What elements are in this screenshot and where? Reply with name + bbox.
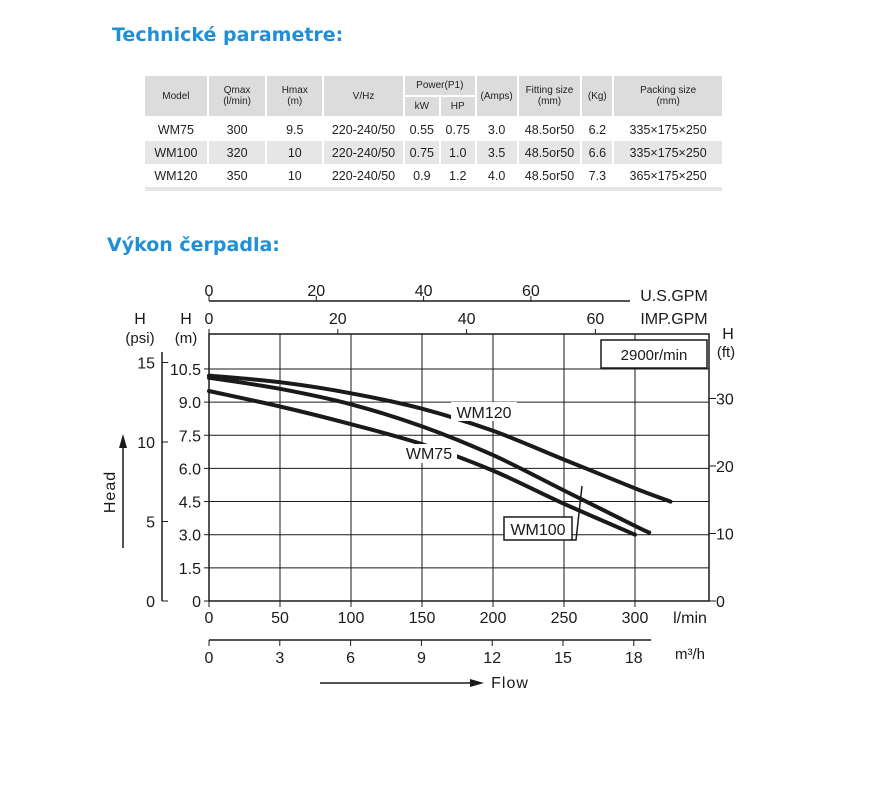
chart-frame <box>209 334 709 601</box>
series-label-wm100: WM100 <box>510 522 566 539</box>
m3h-tick-label: 0 <box>204 650 214 667</box>
cell-hp: 0.75 <box>440 117 476 141</box>
psi-tick-label: 0 <box>146 594 155 611</box>
curve-wm120 <box>209 376 671 502</box>
psi-unit-sub-label: (psi) <box>125 330 155 347</box>
cell-hp: 1.0 <box>440 141 476 164</box>
cell-packing: 365×175×250 <box>613 164 723 187</box>
x-tick-label: 300 <box>621 610 649 627</box>
y-unit-label: H <box>180 311 192 328</box>
x-tick-label: 100 <box>337 610 365 627</box>
cell-voltage: 220-240/50 <box>323 141 404 164</box>
qmax-label: Qmax <box>223 85 251 96</box>
psi-tick-label: 5 <box>146 514 155 532</box>
head-arrow-head <box>119 434 127 448</box>
qmax-unit: (l/min) <box>223 96 251 107</box>
ft-unit-sub-label: (ft) <box>716 344 736 361</box>
cell-qmax: 300 <box>208 117 267 141</box>
m3h-tick-label: 15 <box>554 650 572 667</box>
col-header-voltage: V/Hz <box>323 75 404 117</box>
ft-unit-label: H <box>722 326 734 343</box>
cell-fitting: 48.5or50 <box>518 141 582 164</box>
impgpm-tick-label: 40 <box>457 311 476 328</box>
cell-kg: 6.6 <box>581 141 613 164</box>
flow-label: Flow <box>491 675 529 692</box>
fitting-label: Fitting size <box>525 85 574 96</box>
cell-qmax: 350 <box>208 164 267 187</box>
col-header-amps: (Amps) <box>476 75 518 117</box>
cell-packing: 335×175×250 <box>613 117 723 141</box>
cell-qmax: 320 <box>208 141 267 164</box>
y-tick-label: 3.0 <box>178 527 201 545</box>
psi-tick-label: 10 <box>137 435 155 452</box>
cell-model: WM75 <box>144 117 208 141</box>
cell-hp: 1.2 <box>440 164 476 187</box>
packing-unit: (mm) <box>656 96 680 107</box>
col-header-model: Model <box>144 75 208 117</box>
usgpm-unit-label: U.S.GPM <box>640 288 708 305</box>
fitting-unit: (mm) <box>537 96 562 107</box>
cell-model: WM100 <box>144 141 208 164</box>
hmax-unit: (m) <box>287 96 303 107</box>
usgpm-tick-label: 40 <box>414 283 433 300</box>
cell-voltage: 220-240/50 <box>323 164 404 187</box>
speed-label: 2900r/min <box>620 347 688 364</box>
ft-tick-label: 30 <box>716 391 734 409</box>
cell-hmax: 10 <box>266 141 323 164</box>
ft-tick-label: 20 <box>716 459 734 476</box>
cell-packing: 335×175×250 <box>613 141 723 164</box>
cell-model: WM120 <box>144 164 208 187</box>
packing-label: Packing size <box>640 85 697 96</box>
hmax-label: Hmax <box>281 85 308 96</box>
y-unit-sub-label: (m) <box>174 330 198 347</box>
x-tick-label: 50 <box>271 610 289 627</box>
cell-fitting: 48.5or50 <box>518 117 582 141</box>
impgpm-tick-label: 0 <box>204 311 214 328</box>
cell-kw: 0.75 <box>404 141 440 164</box>
cell-kw: 0.9 <box>404 164 440 187</box>
chart-grid <box>209 334 709 601</box>
x-unit-label: l/min <box>673 610 707 627</box>
y-tick-label: 10.5 <box>169 361 201 379</box>
cell-amps: 3.5 <box>476 141 518 164</box>
col-header-power: Power(P1) <box>404 75 476 96</box>
x-tick-label: 200 <box>479 610 507 627</box>
usgpm-tick-label: 0 <box>204 283 214 300</box>
y-tick-label: 9.0 <box>178 395 201 413</box>
y-tick-label: 0 <box>192 594 201 611</box>
impgpm-tick-label: 60 <box>586 311 605 328</box>
m3h-tick-label: 18 <box>624 650 643 667</box>
cell-amps: 4.0 <box>476 164 518 187</box>
series-label-wm120: WM120 <box>456 405 512 422</box>
psi-unit-label: H <box>134 311 146 328</box>
cell-hmax: 9.5 <box>266 117 323 141</box>
ft-tick-label: 0 <box>716 594 725 611</box>
cell-kw: 0.55 <box>404 117 440 141</box>
impgpm-tick-label: 20 <box>328 311 347 328</box>
usgpm-tick-label: 60 <box>522 283 540 300</box>
m3h-tick-label: 12 <box>483 650 502 667</box>
y-tick-label: 4.5 <box>178 494 201 512</box>
cell-voltage: 220-240/50 <box>323 117 404 141</box>
m3h-tick-label: 3 <box>275 650 285 667</box>
cell-fitting: 48.5or50 <box>518 164 582 187</box>
y-tick-label: 1.5 <box>178 560 201 578</box>
col-header-hp: HP <box>440 96 476 117</box>
m3h-unit-label: m³/h <box>675 646 705 663</box>
x-tick-label: 250 <box>550 610 578 627</box>
col-header-kw: kW <box>404 96 440 117</box>
spec-heading: Technické parametre: <box>112 24 344 46</box>
psi-tick-label: 15 <box>137 355 155 373</box>
cell-kg: 7.3 <box>581 164 613 187</box>
performance-heading: Výkon čerpadla: <box>107 234 280 256</box>
y-tick-label: 6.0 <box>178 461 201 479</box>
ft-tick-label: 10 <box>716 526 734 544</box>
plot-border <box>209 334 709 601</box>
m3h-tick-label: 9 <box>416 650 426 667</box>
x-tick-label: 150 <box>408 610 436 627</box>
col-header-kg: (Kg) <box>581 75 613 117</box>
impgpm-unit-label: IMP.GPM <box>640 311 708 328</box>
head-label: Head <box>102 470 119 514</box>
y-tick-label: 7.5 <box>178 428 201 446</box>
cell-kg: 6.2 <box>581 117 613 141</box>
flow-arrow-head <box>470 679 484 687</box>
cell-amps: 3.0 <box>476 117 518 141</box>
series-label-wm75: WM75 <box>405 446 453 463</box>
cell-hmax: 10 <box>266 164 323 187</box>
usgpm-tick-label: 20 <box>307 283 326 300</box>
m3h-tick-label: 6 <box>346 650 356 667</box>
x-tick-label: 0 <box>204 610 214 627</box>
